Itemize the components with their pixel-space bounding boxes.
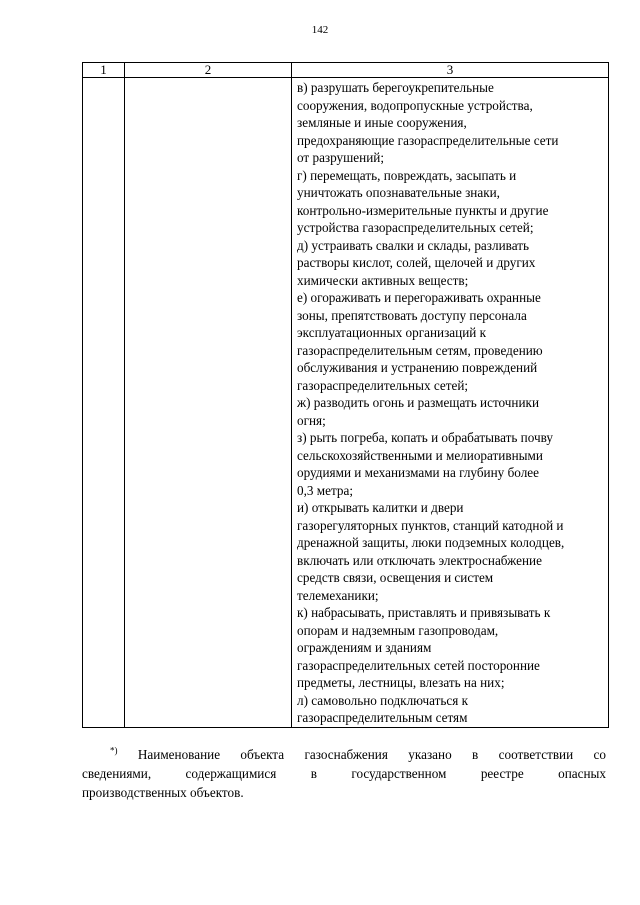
text-line: ж) разводить огонь и размещать источники <box>297 395 540 410</box>
text-line: предметы, лестницы, влезать на них; <box>297 675 505 690</box>
text-line: телемеханики; <box>297 587 379 603</box>
page-number: 142 <box>311 24 329 36</box>
footnote-line-1 <box>82 745 606 764</box>
text-line: г) перемещать, повреждать, засыпать и <box>297 167 517 183</box>
text-line: ограждениям и зданиям <box>297 640 432 655</box>
text-line: к) набрасывать, приставлять и привязывать к <box>297 605 551 620</box>
text-line: сельскохозяйственными и мелиоративными <box>297 447 543 463</box>
footnote-line-2: сведениями, содержащимися в государственном реестре опасных <box>82 766 606 781</box>
prohibitions-text <box>297 79 602 727</box>
text-line: сооружения, водопропускные устройства, <box>297 97 533 113</box>
text-line: устройства газораспределительных сетей; <box>297 220 534 235</box>
footnote-line-3: производственных объектов. <box>82 785 244 800</box>
text-line: орудиями и механизмами на глубину более <box>297 465 539 480</box>
text-line: газораспределительным сетям <box>297 710 468 725</box>
text-line: газораспределительных сетей посторонние <box>297 657 540 673</box>
requirements-table <box>82 62 609 728</box>
column-header-1: 1 <box>83 63 125 78</box>
text-line: 0,3 метра; <box>297 482 354 498</box>
text-line: от разрушений; <box>297 150 384 165</box>
text-line: контрольно-измерительные пункты и другие <box>297 202 549 218</box>
text-line: уничтожать опознавательные знаки, <box>297 185 500 200</box>
text-line: эксплуатационных организаций к <box>297 325 487 340</box>
text-line: е) огораживать и перегораживать охранные <box>297 290 541 305</box>
text-line: и) открывать калитки и двери <box>297 500 464 515</box>
table-row <box>83 78 609 728</box>
text-line: газорегуляторных пунктов, станций катодной и <box>297 517 564 533</box>
table-cell-col3 <box>292 78 609 728</box>
footnote-marker: *) <box>110 745 118 756</box>
column-header-3: 3 <box>292 63 609 78</box>
table-cell-col2 <box>125 78 292 728</box>
text-line: химически активных веществ; <box>297 272 469 288</box>
footnote-line-1-text: Наименование объекта газоснабжения указано в соответствии со <box>137 747 606 762</box>
text-line: земляные и иные сооружения, <box>297 115 467 130</box>
text-line: дренажной защиты, люки подземных колодцев, <box>297 535 565 550</box>
text-line: огня; <box>297 412 326 428</box>
text-line: включать или отключать электроснабжение <box>297 552 542 568</box>
table-header-row <box>83 63 609 78</box>
text-line: газораспределительных сетей; <box>297 377 469 393</box>
footnote <box>82 745 606 802</box>
text-line: д) устраивать свалки и склады, разливать <box>297 237 529 253</box>
text-line: зоны, препятствовать доступу персонала <box>297 307 527 323</box>
text-line: опорам и надземным газопроводам, <box>297 622 499 638</box>
table-cell-col1 <box>83 78 125 728</box>
text-line: предохраняющие газораспределительные сети <box>297 132 559 148</box>
text-line: средств связи, освещения и систем <box>297 570 494 585</box>
text-line: растворы кислот, солей, щелочей и других <box>297 255 536 270</box>
column-header-2: 2 <box>125 63 292 78</box>
text-line: л) самовольно подключаться к <box>297 692 469 708</box>
text-line: в) разрушать берегоукрепительные <box>297 80 494 95</box>
text-line: з) рыть погреба, копать и обрабатывать почву <box>297 430 553 445</box>
text-line: обслуживания и устранению повреждений <box>297 360 538 375</box>
text-line: газораспределительным сетям, проведению <box>297 342 543 358</box>
